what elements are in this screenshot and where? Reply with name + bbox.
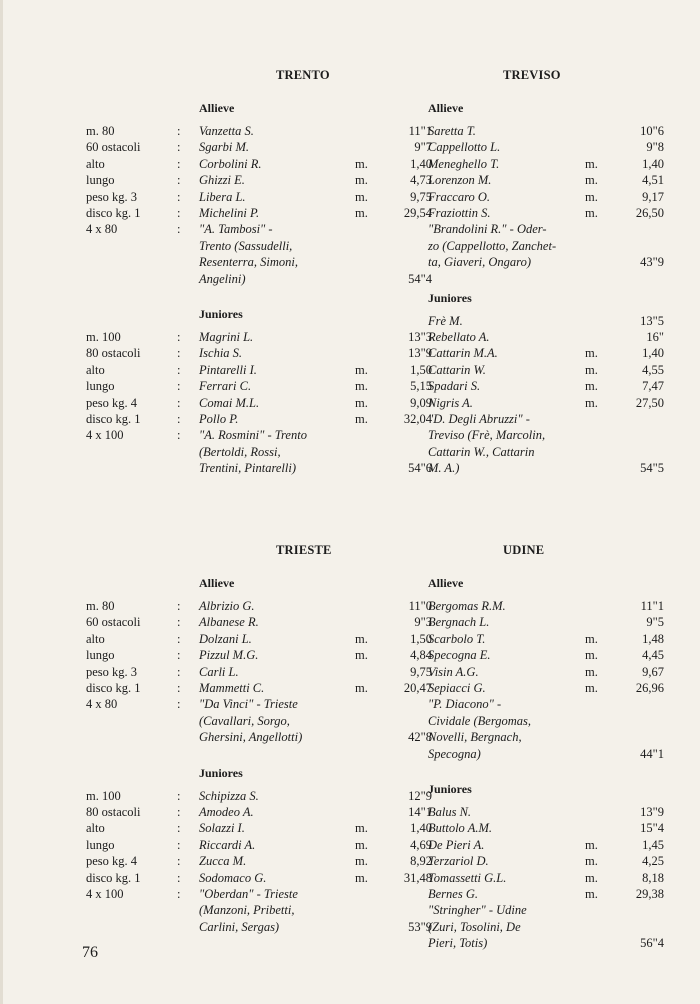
unit-label: m. [585,206,598,220]
athlete-name: "D. Degli Abruzzi" - [428,412,530,426]
event-name: 4 x 80 [86,222,118,237]
result-mark: 7,47 [642,379,664,394]
result-mark: 29,54 [403,206,432,220]
unit-label: m. [355,821,368,836]
unit-label: m. [355,412,368,426]
athlete-name: Magrini L. [199,330,254,344]
result-row [0,205,700,222]
athlete-name: Specogna E. [428,648,491,663]
result-mark: 56"4 [640,936,664,951]
result-row [0,139,700,156]
unit-label: m. [585,362,598,377]
athlete-name: Comai M.L. [199,395,260,410]
athlete-name: ta, Giaveri, Ongaro) [428,255,531,270]
athlete-name: zo (Cappellotto, Zanchet- [428,238,557,253]
result-mark: 4,73 [410,173,432,188]
athlete-name: Treviso (Frè, Marcolin, [428,428,546,443]
athlete-name: Pieri, Totis) [428,936,488,951]
athlete-name: Rebellato A. [428,330,490,344]
colon-separator: : [177,837,181,852]
result-row [0,870,700,887]
athlete-name: Buttolo A.M. [428,821,493,836]
event-name: lungo [86,379,115,394]
athlete-name: Saretta T. [428,124,476,138]
result-row [0,378,700,395]
event-name: peso kg. 4 [86,854,138,869]
athlete-name: Tomassetti G.L. [428,870,507,885]
result-row [0,172,700,189]
athlete-name: Scarbolo T. [428,631,486,646]
colon-separator: : [177,379,181,394]
result-mark: 27,50 [635,395,664,410]
event-name: 80 ostacoli [86,805,141,819]
city-heading: TRIESTE [276,543,332,557]
athlete-name: "Brandolini R." - Oder- [428,222,547,237]
result-row [0,788,700,805]
result-mark: 20,47 [403,681,432,695]
unit-label: m. [585,156,598,171]
athlete-name: Riccardi A. [199,837,256,852]
colon-separator: : [177,346,181,361]
unit-label: m. [355,870,368,885]
unit-label: m. [355,189,368,204]
event-name: alto [86,156,105,171]
athlete-name: "Stringher" - Udine [428,903,527,918]
result-row [0,647,700,664]
unit-label: m. [585,173,598,188]
result-row [0,345,700,362]
result-mark: 54"6 [408,461,432,476]
result-row [0,853,700,870]
result-mark: 31,48 [403,870,432,885]
result-mark: 8,18 [642,870,664,885]
result-mark: 54"5 [640,461,664,476]
result-row [0,313,700,330]
result-mark: 15"4 [640,821,664,836]
city-heading: TREVISO [503,68,561,82]
athlete-name: Sodomaco G. [199,870,267,885]
athlete-name: Ghersini, Angellotti) [199,730,303,745]
athlete-name: Vanzetta S. [199,124,254,138]
athlete-name: Schipizza S. [199,788,259,803]
result-mark: 1,45 [642,837,664,852]
result-mark: 1,40 [410,821,432,836]
athlete-name: Libera L. [199,189,246,204]
category-heading: Allieve [199,101,235,115]
colon-separator: : [177,648,181,663]
result-mark: 44"1 [640,746,664,761]
colon-separator: : [177,428,181,443]
athlete-name: (Manzoni, Pribetti, [199,903,295,918]
result-mark: 54"4 [408,271,432,286]
result-row [0,329,700,346]
athlete-name: Cattarin W., Cattarin [428,444,535,459]
colon-separator: : [177,362,181,377]
result-row [0,156,700,173]
athlete-name: "Oberdan" - Trieste [199,887,298,901]
athlete-name: Resenterra, Simoni, [199,255,298,270]
page-number: 76 [82,944,98,961]
athlete-name: Frè M. [428,313,463,328]
athlete-name: Terzariol D. [428,854,489,869]
result-mark: 1,40 [642,346,664,361]
result-mark: 1,40 [642,156,664,171]
athlete-name: (Zuri, Tosolini, De [428,919,521,934]
event-name: 60 ostacoli [86,615,141,630]
result-mark: 11"0 [408,599,432,613]
unit-label: m. [355,173,368,188]
athlete-name: "Da Vinci" - Trieste [199,697,298,712]
athlete-name: Ferrari C. [199,379,252,394]
unit-label: m. [585,648,598,663]
result-mark: 4,55 [642,362,664,377]
result-mark: 4,84 [410,648,432,663]
colon-separator: : [177,664,181,679]
colon-separator: : [177,805,181,819]
unit-label: m. [585,664,598,679]
result-mark: 9,17 [642,189,664,204]
athlete-name: Zucca M. [199,854,247,869]
event-name: peso kg. 3 [86,189,138,204]
athlete-name: Cividale (Bergomas, [428,713,531,728]
event-name: alto [86,631,105,646]
result-row [0,123,700,140]
colon-separator: : [177,412,181,426]
result-row [0,680,700,697]
athlete-name: "P. Diacono" - [428,697,502,712]
unit-label: m. [585,395,598,410]
colon-separator: : [177,615,181,630]
result-mark: 43"9 [640,255,664,270]
category-heading: Juniores [428,290,472,305]
athlete-name: Fraccaro O. [428,189,491,204]
athlete-name: Bernes G. [428,887,478,901]
athlete-name: Visin A.G. [428,664,479,679]
colon-separator: : [177,599,181,613]
athlete-name: M. A.) [428,461,460,476]
event-name: m. 100 [86,788,121,803]
result-row [0,820,700,837]
colon-separator: : [177,330,181,344]
result-mark: 9,67 [642,664,664,679]
result-row [0,598,700,615]
unit-label: m. [355,648,368,663]
result-mark: 9,09 [410,395,432,410]
result-row [0,886,700,903]
result-mark: 1,48 [642,631,664,646]
athlete-name: Trento (Sassudelli, [199,238,293,253]
athlete-name: Spadari S. [428,379,481,394]
unit-label: m. [585,681,598,695]
athlete-name: "A. Rosmini" - Trento [199,428,307,443]
result-mark: 9"8 [646,140,664,155]
athlete-name: Ischia S. [199,346,243,361]
athlete-name: Carli L. [199,664,239,679]
athlete-name: Lorenzon M. [428,173,492,188]
athlete-name: Ghizzi E. [199,173,245,188]
result-row [0,664,700,681]
category-heading: Allieve [199,576,235,590]
athlete-name: Pizzul M.G. [199,648,259,663]
athlete-name: Dolzani L. [199,631,252,646]
unit-label: m. [355,837,368,852]
athlete-name: De Pieri A. [428,837,485,852]
colon-separator: : [177,788,181,803]
colon-separator: : [177,631,181,646]
unit-label: m. [585,189,598,204]
unit-label: m. [585,346,598,361]
event-name: 80 ostacoli [86,346,141,361]
event-name: 4 x 100 [86,887,124,901]
result-mark: 9,75 [410,189,432,204]
result-mark: 26,96 [635,681,664,695]
result-mark: 11"1 [640,599,664,613]
unit-label: m. [585,631,598,646]
result-mark: 14"1 [408,805,432,819]
athlete-name: Nigris A. [428,395,473,410]
result-mark: 13"9 [408,346,432,361]
colon-separator: : [177,189,181,204]
athlete-name: Specogna) [428,746,481,761]
result-mark: 11"1 [408,124,432,138]
unit-label: m. [355,206,368,220]
result-mark: 26,50 [635,206,664,220]
result-mark: 9"7 [414,140,432,155]
athlete-name: Albrizio G. [199,599,255,613]
athlete-name: Corbolini R. [199,156,262,171]
category-heading: Allieve [428,576,464,590]
colon-separator: : [177,821,181,836]
colon-separator: : [177,156,181,171]
event-name: lungo [86,648,115,663]
unit-label: m. [585,837,598,852]
result-mark: 4,25 [642,854,664,869]
result-mark: 4,45 [642,648,664,663]
event-name: m. 80 [86,599,115,613]
result-mark: 5,15 [410,379,432,394]
result-row [0,362,700,379]
event-name: m. 100 [86,330,121,344]
colon-separator: : [177,140,181,155]
athlete-name: Michelini P. [199,206,260,220]
result-mark: 1,50 [410,631,432,646]
unit-label: m. [585,887,598,901]
result-mark: 9"3 [414,615,432,630]
result-mark: 4,69 [410,837,432,852]
athlete-name: Angelini) [199,271,246,286]
unit-label: m. [355,156,368,171]
unit-label: m. [355,379,368,394]
unit-label: m. [355,395,368,410]
result-mark: 9,75 [410,664,432,679]
result-mark: 9"5 [646,615,664,630]
result-row [0,631,700,648]
result-row [0,614,700,631]
athlete-name: Pollo P. [199,412,239,426]
unit-label: m. [355,631,368,646]
result-mark: 32,04 [403,412,432,426]
colon-separator: : [177,697,181,712]
result-mark: 10"6 [640,124,664,138]
athlete-name: Mammetti C. [199,681,265,695]
athlete-name: Sgarbi M. [199,140,249,155]
athlete-name: Cattarin M.A. [428,346,498,361]
category-heading: Juniores [199,765,243,780]
result-mark: 1,50 [410,362,432,377]
event-name: disco kg. 1 [86,681,141,695]
result-mark: 53"9 [408,919,432,934]
result-mark: 29,38 [635,887,664,901]
athlete-name: (Bertoldi, Rossi, [199,444,281,459]
event-name: peso kg. 4 [86,395,138,410]
result-row [0,189,700,206]
colon-separator: : [177,395,181,410]
colon-separator: : [177,206,181,220]
event-name: alto [86,821,105,836]
city-heading: TRENTO [276,68,330,82]
colon-separator: : [177,681,181,695]
athlete-name: Balus N. [428,805,472,819]
event-name: peso kg. 3 [86,664,138,679]
event-name: m. 80 [86,124,115,138]
result-mark: 4,51 [642,173,664,188]
colon-separator: : [177,173,181,188]
city-heading: UDINE [503,543,545,557]
category-heading: Allieve [428,101,464,115]
event-name: alto [86,362,105,377]
athlete-name: "A. Tambosi" - [199,222,273,237]
colon-separator: : [177,124,181,138]
event-name: lungo [86,837,115,852]
athlete-name: Solazzi I. [199,821,245,836]
result-mark: 16" [646,330,664,344]
athlete-name: Fraziottin S. [428,206,491,220]
unit-label: m. [585,870,598,885]
event-name: disco kg. 1 [86,412,141,426]
colon-separator: : [177,222,181,237]
result-mark: 8,92 [410,854,432,869]
event-name: disco kg. 1 [86,206,141,220]
athlete-name: Meneghello T. [428,156,500,171]
unit-label: m. [355,854,368,869]
athlete-name: Cappellotto L. [428,140,501,155]
athlete-name: Amodeo A. [199,805,254,819]
unit-label: m. [355,681,368,695]
colon-separator: : [177,870,181,885]
event-name: 4 x 100 [86,428,124,443]
colon-separator: : [177,887,181,901]
result-mark: 42"8 [408,730,432,745]
result-mark: 13"9 [640,805,664,819]
event-name: lungo [86,173,115,188]
unit-label: m. [355,362,368,377]
result-mark: 1,40 [410,156,432,171]
athlete-name: Albanese R. [199,615,259,630]
category-heading: Juniores [428,782,472,796]
result-mark: 13"3 [408,330,432,344]
athlete-name: Bergnach L. [428,615,490,630]
event-name: 4 x 80 [86,697,118,712]
event-name: disco kg. 1 [86,870,141,885]
athlete-name: Cattarin W. [428,362,486,377]
category-heading: Juniores [199,307,243,321]
result-row [0,837,700,854]
athlete-name: (Cavallari, Sorgo, [199,713,290,728]
colon-separator: : [177,854,181,869]
result-row [0,804,700,821]
unit-label: m. [585,854,598,869]
result-row [0,395,700,412]
unit-label: m. [585,379,598,394]
athlete-name: Sepiacci G. [428,681,486,695]
athlete-name: Novelli, Bergnach, [428,730,522,745]
result-mark: 12"9 [408,788,432,803]
athlete-name: Bergomas R.M. [428,599,506,613]
result-mark: 13"5 [640,313,664,328]
event-name: 60 ostacoli [86,140,141,155]
athlete-name: Carlini, Sergas) [199,919,280,934]
athlete-name: Pintarelli I. [199,362,257,377]
athlete-name: Trentini, Pintarelli) [199,461,296,476]
